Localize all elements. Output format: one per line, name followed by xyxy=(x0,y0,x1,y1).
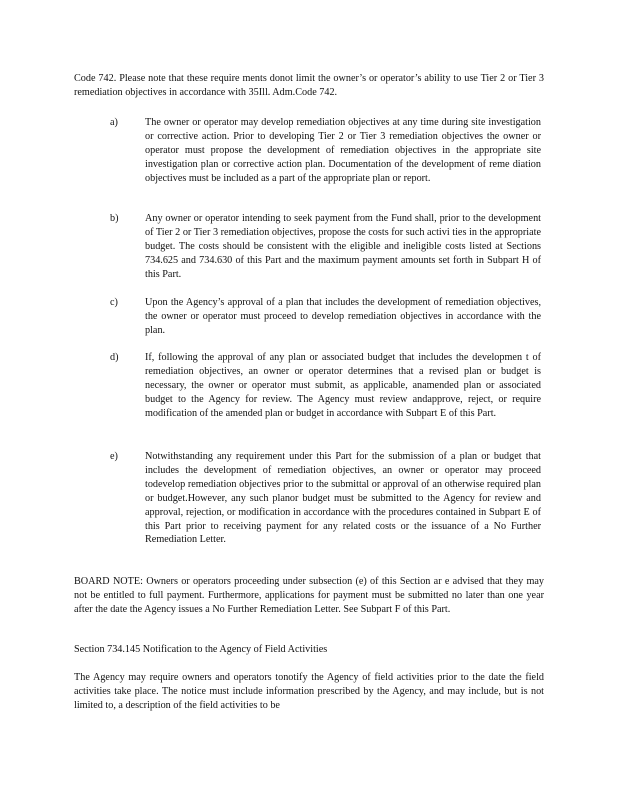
item-text: Notwithstanding any requirement under this Part for the submission of a plan or budget that includes the development of remediation objectives, an owner or operator may proceed todevelop remediation objectives prior to the submittal or approval of an otherwise required plan or budget.However, any such planor budget must be submitted to the Agency for review and approval, rejection, or modification in accordance with the procedures contained in Subpart E of this Part prior to receiving payment for any related costs or the issuance of a No Further Remediation Letter. xyxy=(145,451,541,546)
item-label: c) xyxy=(110,297,118,308)
section-heading: Section 734.145 Notification to the Agency of Field Activities xyxy=(74,644,328,655)
item-label: b) xyxy=(110,213,119,224)
item-text: Any owner or operator intending to seek payment from the Fund shall, prior to the development of Tier 2 or Tier 3 remediation objectives, propose the costs for such activi ties in the appropriate budget. The costs should be consistent with the eligible and ineligible costs listed at Sections 734.625 and 734.630 of this Part and the maximum payment amounts set forth in Subpart H of this Part. xyxy=(145,213,541,280)
item-label: d) xyxy=(110,352,119,363)
closing-paragraph: The Agency may require owners and operators tonotify the Agency of field activities prior to the date the field activities take place. The notice must include information prescribed by the Agency, and may include, but is not limited to, a description of the field activities to be xyxy=(74,672,544,711)
item-label: e) xyxy=(110,451,118,462)
intro-paragraph: Code 742. Please note that these require ments donot limit the owner’s or operator’s ability to use Tier 2 or Tier 3 remediation objectives in accordance with 35Ill. Adm.Code 742. xyxy=(74,73,544,98)
board-note: BOARD NOTE: Owners or operators proceeding under subsection (e) of this Section ar e advised that they may not be entitled to full payment. Furthermore, applications for payment must be submitted no later than one year after the date the Agency issues a No Further Remediation Letter. See Subpart F of this Part. xyxy=(74,576,544,615)
item-label: a) xyxy=(110,117,118,128)
item-text: If, following the approval of any plan or associated budget that includes the developmen t of remediation objectives, an owner or operator determines that a revised plan or budget is necessary, the owner or operator must submit, as applicable, anamended plan or associated budget to the Agency for review. The Agency must review andapprove, reject, or require modification of the amended plan or budget in accordance with Subpart E of this Part. xyxy=(145,352,541,419)
item-text: Upon the Agency’s approval of a plan that includes the development of remediation objectives, the owner or operator must proceed to develop remediation objectives in accordance with the plan. xyxy=(145,297,541,336)
item-text: The owner or operator may develop remediation objectives at any time during site investigation or corrective action. Prior to developing Tier 2 or Tier 3 remediation objectives the owner or operator must propose the development of remediation objectives in the appropriate site investigation plan or corrective action plan. Documentation of the development of reme diation objectives must be included as a part of the appropriate plan or report. xyxy=(145,117,541,184)
